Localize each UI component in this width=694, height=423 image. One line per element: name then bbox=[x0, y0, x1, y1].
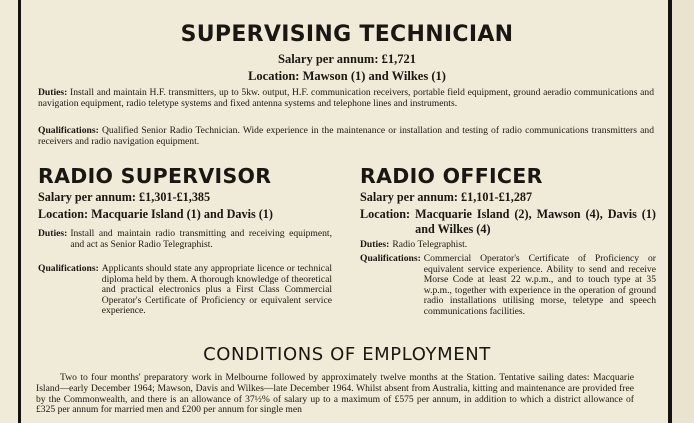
qualifications-text: Applicants should state any appropriate licence or technical diploma held by them. A thorough knowledge of theoretical and practical electronics plus a First Class Commercial Operator's Certificate of Proficiency or equivalent service experience. bbox=[101, 263, 332, 316]
radio-supervisor-location: Location: Macquarie Island (1) and Davis (1) bbox=[38, 207, 273, 221]
conditions-title: CONDITIONS OF EMPLOYMENT bbox=[203, 344, 491, 365]
radio-officer-location bbox=[360, 207, 656, 237]
duties-label: Duties: bbox=[360, 239, 390, 250]
qualifications-label: Qualifications: bbox=[38, 125, 99, 136]
supervising-salary: Salary per annum: £1,721 bbox=[278, 52, 416, 66]
supervising-qualifications bbox=[38, 126, 654, 147]
qualifications-text: Commercial Operator's Certificate of Proficiency or equivalent service experience. Ability to send and receive Morse Code at least 22 w.p.m., and to touch type at 35 w.p.m., together with experience in the operation of ground radio installations utilising morse, teletype and speech communications facilities. bbox=[423, 253, 656, 317]
radio-officer-salary: Salary per annum: £1,101-£1,287 bbox=[360, 190, 533, 204]
qualifications-text: Qualified Senior Radio Technician. Wide experience in the maintenance or installation and testing of radio communications transmitters and receivers and radio navigation equipment. bbox=[38, 125, 655, 147]
radio-supervisor-salary: Salary per annum: £1,301-£1,385 bbox=[38, 190, 211, 204]
radio-supervisor-qualifications bbox=[38, 264, 332, 317]
duties-text: Radio Telegraphist. bbox=[392, 239, 468, 250]
duties-label: Duties: bbox=[38, 228, 68, 239]
radio-supervisor-duties bbox=[38, 229, 332, 250]
radio-supervisor-title: RADIO SUPERVISOR bbox=[38, 164, 272, 188]
qualifications-label: Qualifications: bbox=[360, 253, 421, 264]
qualifications-label: Qualifications: bbox=[38, 263, 99, 274]
radio-officer-title: RADIO OFFICER bbox=[360, 164, 543, 188]
conditions-text: Two to four months' preparatory work in Melbourne followed by approximately twelve months at the Station. Tentative sailing dates: Macquarie Island—early December 1964; Mawson, Davis and Wilkes—late December 1964. Whilst absent from Australia, kitting and maintenance are provided free by the Commonwealth, and there is an allowance of 37½% of salary up to a maximum of £575 per annum, in addition to which a district allowance of £325 per annum for married men and £200 per annum for single men bbox=[36, 372, 634, 416]
supervising-duties bbox=[38, 88, 654, 109]
duties-text: Install and maintain H.F. transmitters, up to 5kw. output, H.F. communication receivers, portable field equipment, ground aeradio communications and navigation equipment, radio teletype systems and fixed antenna systems and telephone lines and instruments. bbox=[38, 87, 654, 109]
location-label: Location: bbox=[360, 207, 411, 221]
supervising-technician-title: SUPERVISING TECHNICIAN bbox=[180, 22, 514, 47]
radio-officer-qualifications bbox=[360, 254, 656, 317]
duties-text: Install and maintain radio transmitting and receiving equipment, and act as Senior Radio Telegraphist. bbox=[70, 228, 332, 250]
radio-officer-duties bbox=[360, 240, 656, 251]
duties-label: Duties: bbox=[38, 87, 68, 98]
location-text: Macquarie Island (2), Mawson (4), Davis (1) and Wilkes (4) bbox=[415, 207, 656, 236]
supervising-location: Location: Mawson (1) and Wilkes (1) bbox=[248, 69, 446, 83]
